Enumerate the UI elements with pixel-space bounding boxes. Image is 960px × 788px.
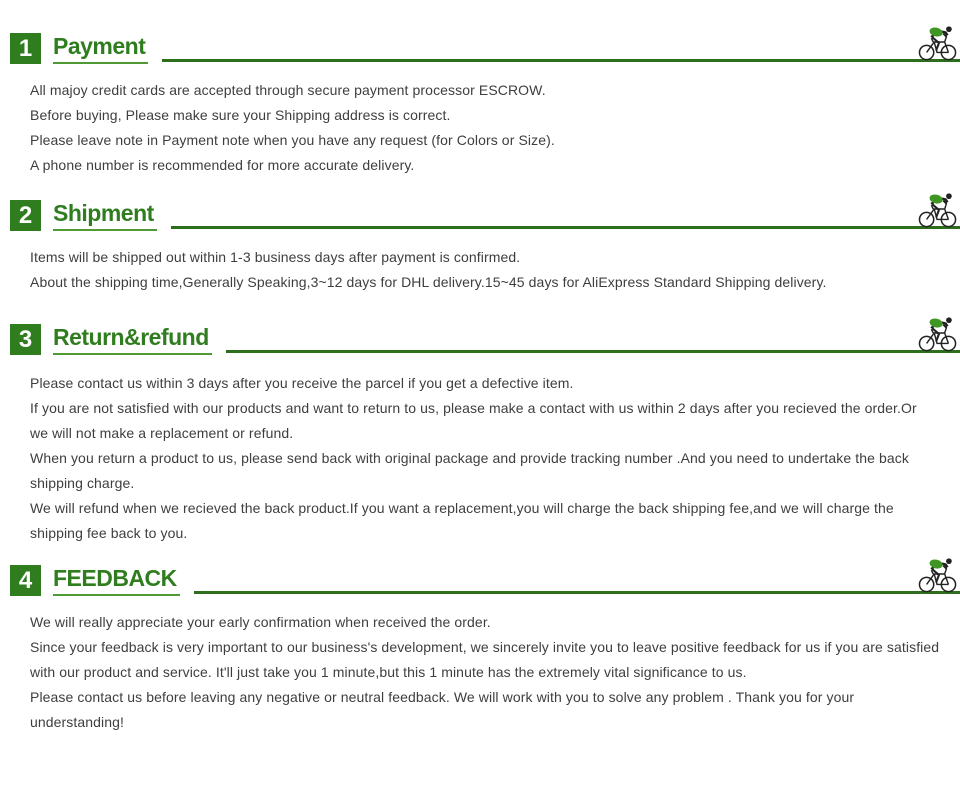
paragraph-line: About the shipping time,Generally Speaking,3~12 days for DHL delivery.15~45 days for AliExpress Standard Shipping delivery. — [30, 274, 827, 290]
section-title: Payment — [53, 35, 148, 64]
paragraph-line: A phone number is recommended for more accurate delivery. — [30, 157, 415, 173]
cyclist-icon — [917, 190, 959, 228]
section-shipment — [0, 197, 960, 295]
paragraph-line: shipping fee back to you. — [30, 525, 188, 541]
paragraph-line: Before buying, Please make sure your Shipping address is correct. — [30, 107, 451, 123]
header-rule — [194, 591, 960, 594]
section-number-badge: 1 — [10, 33, 41, 64]
section-title: Return&refund — [53, 326, 212, 355]
paragraph-line: All majoy credit cards are accepted through secure payment processor ESCROW. — [30, 82, 546, 98]
paragraph-line: Please contact us before leaving any negative or neutral feedback. We will work with you to solve any problem . Thank you for your — [30, 689, 855, 705]
paragraph-line: shipping charge. — [30, 475, 135, 491]
section-number-badge: 2 — [10, 200, 41, 231]
section-shipment-header — [0, 197, 960, 231]
section-number-badge: 3 — [10, 324, 41, 355]
paragraph-line: Please leave note in Payment note when you have any request (for Colors or Size). — [30, 132, 555, 148]
section-return-refund — [0, 321, 960, 546]
paragraph-line: Please contact us within 3 days after you receive the parcel if you get a defective item. — [30, 375, 574, 391]
section-payment-body — [0, 78, 960, 178]
paragraph-line: When you return a product to us, please send back with original package and provide tracking number .And you need to undertake the back — [30, 450, 909, 466]
paragraph-line: If you are not satisfied with our products and want to return to us, please make a contact with us within 2 days after you recieved the order.Or — [30, 400, 917, 416]
cyclist-icon — [917, 314, 959, 352]
header-rule — [171, 226, 960, 229]
section-return-refund-header — [0, 321, 960, 355]
section-feedback-body — [0, 610, 960, 735]
header-rule — [162, 59, 960, 62]
section-payment-header — [0, 30, 960, 64]
cyclist-icon — [917, 23, 959, 61]
cyclist-icon — [917, 555, 959, 593]
product-description-page — [0, 30, 960, 788]
paragraph-line: understanding! — [30, 714, 125, 730]
section-number-badge: 4 — [10, 565, 41, 596]
section-title: Shipment — [53, 202, 157, 231]
section-feedback — [0, 562, 960, 735]
paragraph-line: Since your feedback is very important to our business's development, we sincerely invite you to leave positive feedback for us if you are satisfied — [30, 639, 940, 655]
paragraph-line: with our product and service. It'll just take you 1 minute,but this 1 minute has the extremely vital significance to us. — [30, 664, 747, 680]
section-payment — [0, 30, 960, 178]
header-rule — [226, 350, 960, 353]
section-title: FEEDBACK — [53, 567, 180, 596]
section-return-refund-body — [0, 371, 960, 546]
paragraph-line: We will refund when we recieved the back product.If you want a replacement,you will charge the back shipping fee,and we will charge the — [30, 500, 894, 516]
section-shipment-body — [0, 245, 960, 295]
paragraph-line: Items will be shipped out within 1-3 business days after payment is confirmed. — [30, 249, 521, 265]
paragraph-line: We will really appreciate your early confirmation when received the order. — [30, 614, 491, 630]
section-feedback-header — [0, 562, 960, 596]
paragraph-line: we will not make a replacement or refund. — [30, 425, 294, 441]
